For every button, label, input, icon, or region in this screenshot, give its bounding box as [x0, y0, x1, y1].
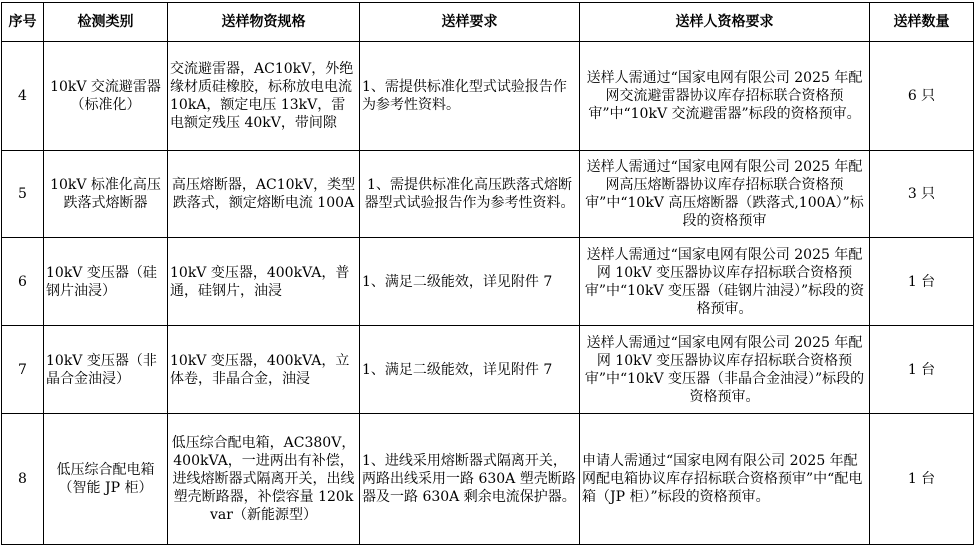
header-qualification: 送样人资格要求 — [580, 3, 870, 42]
cell-quantity: 6 只 — [870, 42, 974, 151]
cell-qualification: 申请人需通过“国家电网有限公司 2025 年配网配电箱协议库存招标联合资格预审”中“配电箱（JP 柜）”标段的资格预审。 — [580, 414, 870, 545]
cell-seq: 5 — [2, 151, 44, 238]
header-quantity: 送样数量 — [870, 3, 974, 42]
cell-seq: 6 — [2, 238, 44, 326]
cell-requirement: 1、需提供标准化型式试验报告作为参考性资料。 — [360, 42, 580, 151]
table-row — [2, 326, 974, 414]
cell-spec: 10kV 变压器，400kVA，普通，硅钢片，油浸 — [168, 238, 360, 326]
cell-category: 10kV 交流避雷器（标准化） — [44, 42, 168, 151]
cell-quantity: 1 台 — [870, 238, 974, 326]
cell-qualification: 送样人需通过“国家电网有限公司 2025 年配网高压熔断器协议库存招标联合资格预审”中“10kV 高压熔断器（跌落式,100A）”标段的资格预审 — [580, 151, 870, 238]
table-row — [2, 414, 974, 545]
cell-quantity: 1 台 — [870, 414, 974, 545]
cell-seq: 7 — [2, 326, 44, 414]
cell-seq: 8 — [2, 414, 44, 545]
cell-qualification: 送样人需通过“国家电网有限公司 2025 年配网 10kV 变压器协议库存招标联合资格预审”中“10kV 变压器（硅钢片油浸）”标段的资格预审。 — [580, 238, 870, 326]
cell-category: 10kV 变压器（非晶合金油浸） — [44, 326, 168, 414]
header-category: 检测类别 — [44, 3, 168, 42]
table-header-row — [2, 3, 974, 42]
cell-quantity: 3 只 — [870, 151, 974, 238]
cell-qualification: 送样人需通过“国家电网有限公司 2025 年配网交流避雷器协议库存招标联合资格预审”中“10kV 交流避雷器”标段的资格预审。 — [580, 42, 870, 151]
cell-category: 10kV 变压器（硅钢片油浸） — [44, 238, 168, 326]
cell-spec: 低压综合配电箱，AC380V，400kVA，一进两出有补偿，进线熔断器式隔离开关，出线塑壳断路器，补偿容量 120kvar（新能源型） — [168, 414, 360, 545]
cell-seq: 4 — [2, 42, 44, 151]
cell-qualification: 送样人需通过“国家电网有限公司 2025 年配网 10kV 变压器协议库存招标联合资格预审”中“10kV 变压器（非晶合金油浸）”标段的资格预审。 — [580, 326, 870, 414]
cell-requirement: 1、进线采用熔断器式隔离开关，两路出线采用一路 630A 塑壳断路器及一路 630A 剩余电流保护器。 — [360, 414, 580, 545]
cell-requirement: 1、需提供标准化高压跌落式熔断器型式试验报告作为参考性资料。 — [360, 151, 580, 238]
header-seq: 序号 — [2, 3, 44, 42]
cell-requirement: 1、满足二级能效，详见附件 7 — [360, 238, 580, 326]
cell-spec: 高压熔断器，AC10kV，类型跌落式，额定熔断电流 100A — [168, 151, 360, 238]
cell-category: 10kV 标准化高压跌落式熔断器 — [44, 151, 168, 238]
sample-requirements-table — [1, 2, 974, 545]
table-row — [2, 42, 974, 151]
table-row — [2, 238, 974, 326]
table-row — [2, 151, 974, 238]
cell-spec: 交流避雷器，AC10kV，外绝缘材质硅橡胶，标称放电电流 10kA，额定电压 13kV，雷电额定残压 40kV，带间隙 — [168, 42, 360, 151]
cell-spec: 10kV 变压器，400kVA，立体卷，非晶合金，油浸 — [168, 326, 360, 414]
cell-requirement: 1、满足二级能效，详见附件 7 — [360, 326, 580, 414]
header-spec: 送样物资规格 — [168, 3, 360, 42]
cell-quantity: 1 台 — [870, 326, 974, 414]
header-requirement: 送样要求 — [360, 3, 580, 42]
cell-category: 低压综合配电箱（智能 JP 柜） — [44, 414, 168, 545]
sample-requirements-table-wrapper — [1, 2, 974, 545]
